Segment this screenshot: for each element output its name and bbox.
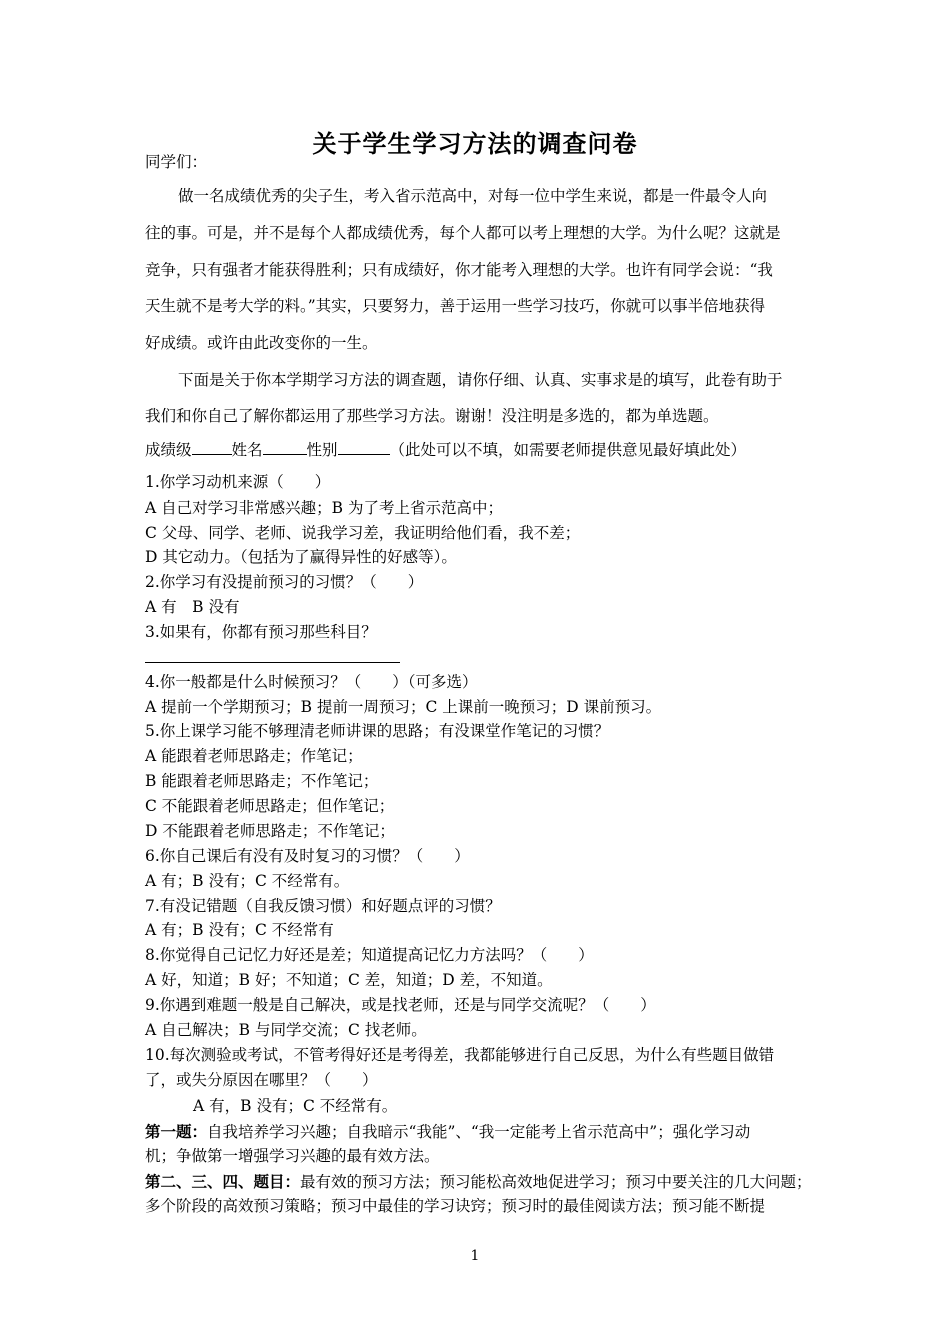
gender-label: 性别 [306, 441, 338, 459]
option-line: A 提前一个学期预习；B 提前一周预习；C 上课前一晚预习；D 课前预习。 [145, 698, 662, 716]
section-2-text: 最有效的预习方法；预习能松高效地促进学习；预习中要关注的几大问题； [300, 1173, 812, 1191]
section-2-line: 多个阶段的高效预习策略；预习中最佳的学习诀窍；预习时的最佳阅读方法；预习能不断提 [145, 1197, 766, 1215]
greeting: 同学们： [145, 153, 208, 171]
option-line: C 不能跟着老师思路走；但作笔记； [145, 797, 395, 815]
info-note: （此处可以不填，如需要老师提供意见最好填此处） [389, 441, 747, 459]
option-line: A 好，知道；B 好；不知道；C 差，知道；D 差，不知道。 [145, 971, 553, 989]
option-line: B 能跟着老师思路走；不作笔记； [145, 772, 379, 790]
name-label: 姓名 [231, 441, 263, 459]
question-line: 6.你自己课后有没有及时复习的习惯？（ ） [145, 847, 470, 865]
option-line: A 有；B 没有；C 不经常有。 [145, 872, 350, 890]
option-line: A 自己解决；B 与同学交流；C 找老师。 [145, 1021, 427, 1039]
gender-blank[interactable] [338, 438, 390, 455]
section-2-label: 第二、三、四、题目： [145, 1172, 301, 1191]
intro-line: 竞争，只有强者才能获得胜利；只有成绩好，你才能考入理想的大学。也许有同学会说：“我 [145, 261, 773, 279]
question-line: 8.你觉得自己记忆力好还是差；知道提高记忆力方法吗？（ ） [145, 946, 594, 964]
class-label: 成绩级 [145, 441, 192, 459]
intro-line: 做一名成绩优秀的尖子生，考入省示范高中，对每一位中学生来说，都是一件最令人向 [178, 187, 768, 205]
question-line: 2.你学习有没提前预习的习惯？（ ） [145, 573, 424, 591]
section-1-line: 机；争做第一增强学习兴趣的最有效方法。 [145, 1147, 440, 1165]
option-line: D 其它动力。（包括为了赢得异性的好感等）。 [145, 548, 457, 566]
option-line: A 自己对学习非常感兴趣；B 为了考上省示范高中； [145, 499, 503, 517]
question-line: 3.如果有，你都有预习那些科目？ [145, 623, 377, 641]
option-line: A 有 B 没有 [145, 598, 240, 616]
option-line: A 有，B 没有；C 不经常有。 [193, 1097, 398, 1115]
class-blank[interactable] [192, 438, 232, 455]
answer-blank-line[interactable] [145, 662, 400, 663]
option-line: A 能跟着老师思路走；作笔记； [145, 747, 363, 765]
page-number: 1 [470, 1248, 480, 1264]
intro-line: 下面是关于你本学期学习方法的调查题，请你仔细、认真、实事求是的填写，此卷有助于 [178, 371, 783, 389]
section-1-label: 第一题： [145, 1122, 208, 1141]
intro-line: 往的事。可是，并不是每个人都成绩优秀，每个人都可以考上理想的大学。为什么呢？这就是 [145, 224, 781, 242]
option-line: D 不能跟着老师思路走；不作笔记； [145, 822, 395, 840]
question-line: 7.有没记错题（自我反馈习惯）和好题点评的习惯？ [145, 897, 501, 915]
question-line: 9.你遇到难题一般是自己解决，或是找老师，还是与同学交流呢？（ ） [145, 996, 656, 1014]
option-line: A 有；B 没有；C 不经常有 [145, 921, 334, 939]
info-fields-row [145, 438, 815, 460]
question-line: 10.每次测验或考试，不管考得好还是考得差，我都能够进行自己反思，为什么有些题目做错 [145, 1046, 775, 1064]
option-line: C 父母、同学、老师、说我学习差，我证明给他们看，我不差； [145, 524, 581, 542]
section-2-line [145, 1172, 815, 1192]
intro-line: 好成绩。或许由此改变你的一生。 [145, 334, 378, 352]
question-line: 1.你学习动机来源（ ） [145, 473, 331, 491]
section-1-line [145, 1122, 815, 1142]
intro-line: 天生就不是考大学的料。”其实，只要努力，善于运用一些学习技巧，你就可以事半倍地获得 [145, 297, 766, 315]
question-line: 4.你一般都是什么时候预习？（ ）（可多选） [145, 673, 478, 691]
section-1-text: 自我培养学习兴趣；自我暗示“我能”、“我一定能考上省示范高中”；强化学习动 [207, 1123, 751, 1141]
page-title: 关于学生学习方法的调查问卷 [312, 129, 638, 158]
question-line: 5.你上课学习能不够理清老师讲课的思路；有没课堂作笔记的习惯？ [145, 722, 610, 740]
name-blank[interactable] [263, 438, 307, 455]
question-line: 了，或失分原因在哪里？（ ） [145, 1071, 378, 1089]
intro-line: 我们和你自己了解你都运用了那些学习方法。谢谢！没注明是多选的，都为单选题。 [145, 407, 719, 425]
